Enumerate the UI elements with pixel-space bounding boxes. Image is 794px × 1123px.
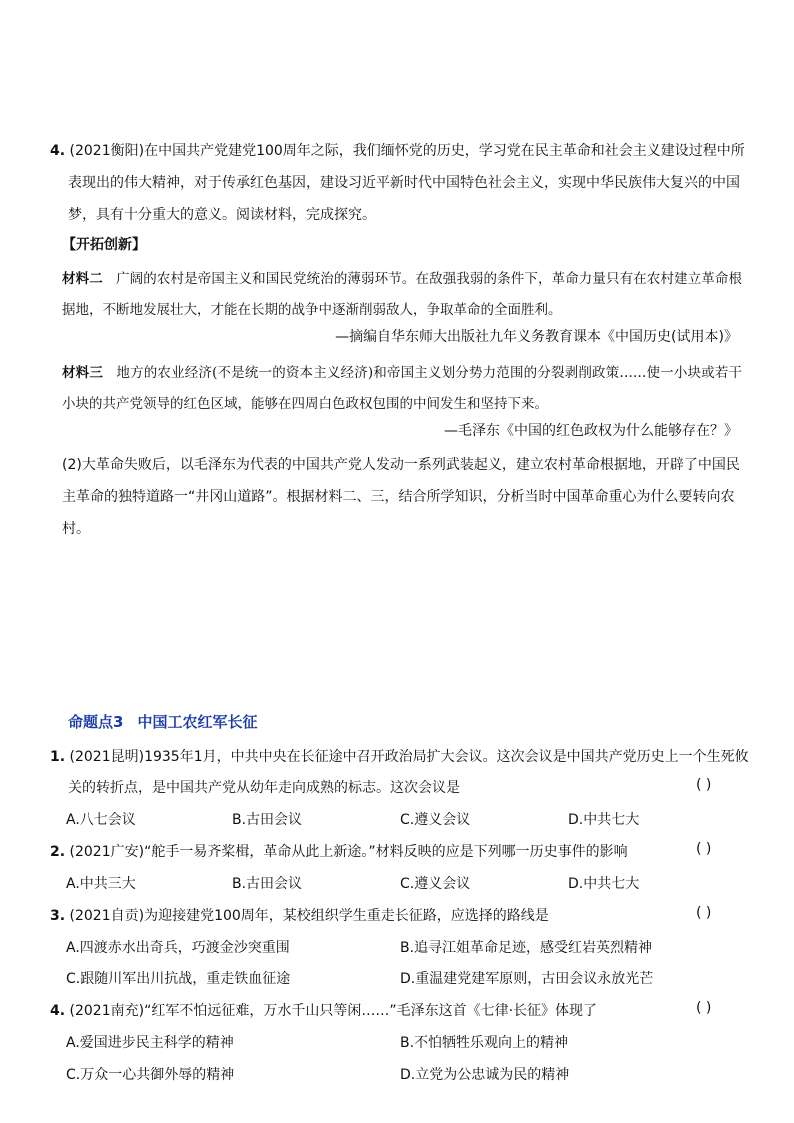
q3-option-a[interactable]: A.四渡赤水出奇兵，巧渡金沙突重围 [66, 940, 290, 956]
q2-text-1: (2021广安)“舵手一易齐桨楫，革命从此上新途。”材料反映的应是下列哪一历史事件的影响 [69, 844, 628, 860]
material-2-label: 材料二 [62, 271, 103, 287]
q3-text-1: (2021自贡)为迎接建党100周年，某校组织学生重走长征路，应选择的路线是 [69, 908, 549, 924]
q4b-option-a[interactable]: A.爱国进步民主科学的精神 [66, 1035, 234, 1051]
material-2-source: —摘编自华东师大出版社九年义务教育课本《中国历史(试用本)》 [335, 329, 738, 345]
material-2 [62, 264, 742, 326]
material-2-text: 广阔的农村是帝国主义和国民党统治的薄弱环节。在敌强我弱的条件下，革命力量只有在农村建立革命根据地，不断地发展壮大，才能在长期的战争中逐渐削弱敌人，争取革命的全面胜利。 [62, 271, 743, 318]
sub2-line-3: 村。 [62, 521, 90, 537]
material-3-source: —毛泽东《中国的红色政权为什么能够存在？》 [444, 423, 738, 439]
section-heading [68, 711, 257, 732]
q1-answer-paren[interactable]: ( ) [696, 777, 712, 793]
q2-answer-paren[interactable]: ( ) [696, 841, 712, 857]
q3-option-d[interactable]: D.重温建党建军原则，古田会议永放光芒 [400, 971, 654, 987]
q1-text-1: (2021昆明)1935年1月，中共中央在长征途中召开政治局扩大会议。这次会议是中国共产党历史上一个生死攸 [69, 749, 749, 765]
q3-option-b[interactable]: B.追寻江姐革命足迹，感受红岩英烈精神 [400, 940, 653, 956]
q1-option-d[interactable]: D.中共七大 [568, 812, 640, 828]
q4b-option-b[interactable]: B.不怕牺牲乐观向上的精神 [400, 1035, 569, 1051]
sub2-line-2: 主革命的独特道路一“井冈山道路”。根据材料二、三，结合所学知识，分析当时中国革命重心为什么要转向农 [62, 489, 735, 505]
q2-option-c[interactable]: C.遵义会议 [400, 876, 471, 892]
q1-option-b[interactable]: B.古田会议 [232, 812, 303, 828]
q2-option-d[interactable]: D.中共七大 [568, 876, 640, 892]
q3-answer-paren[interactable]: ( ) [696, 905, 712, 921]
q2-option-a[interactable]: A.中共三大 [66, 876, 136, 892]
q4b-line-1 [50, 1000, 750, 1020]
material-3-label: 材料三 [62, 365, 104, 381]
q2-number: 2. [50, 844, 66, 860]
q4b-text-1: (2021南充)“红军不怕远征难，万水千山只等闲……”毛泽东这首《七律·长征》体现了 [69, 1003, 598, 1019]
q4-line-2: 表现出的伟大精神，对于传承红色基因，建设习近平新时代中国特色社会主义，实现中华民族伟大复兴的中国 [68, 175, 740, 191]
q1-option-c[interactable]: C.遵义会议 [400, 812, 471, 828]
q1-option-a[interactable]: A.八七会议 [66, 812, 136, 828]
sub2-line-1: (2)大革命失败后，以毛泽东为代表的中国共产党人发动一系列武装起义，建立农村革命根据地，开辟了中国民 [62, 457, 740, 473]
q2-option-b[interactable]: B.古田会议 [232, 876, 303, 892]
q4-line-1 [50, 140, 750, 160]
q4-line-3: 梦，具有十分重大的意义。阅读材料，完成探究。 [68, 207, 376, 223]
material-3-text: 地方的农业经济(不是统一的资本主义经济)和帝国主义划分势力范围的分裂剥削政策……使一小块或若干小块的共产党领导的红色区域，能够在四周白色政权包围的中间发生和坚持下来。 [62, 365, 743, 412]
q1-number: 1. [50, 749, 66, 765]
section-title-text: 中国工农红军长征 [137, 713, 258, 731]
q4b-answer-paren[interactable]: ( ) [696, 1000, 712, 1016]
q4b-option-c[interactable]: C.万众一心共御外辱的精神 [66, 1067, 235, 1083]
q3-line-1 [50, 905, 750, 925]
q1-line-1 [50, 746, 750, 766]
section-label: 命题点3 [68, 713, 124, 731]
material-3 [62, 358, 742, 420]
q4b-option-d[interactable]: D.立党为公忠诚为民的精神 [400, 1067, 570, 1083]
q2-line-1 [50, 841, 750, 861]
q4-text-1: (2021衡阳)在中国共产党建党100周年之际，我们缅怀党的历史，学习党在民主革命和社会主义建设过程中所 [69, 143, 745, 159]
q3-option-c[interactable]: C.跟随川军出川抗战，重走铁血征途 [66, 971, 291, 987]
q4-number: 4. [50, 143, 66, 159]
section-tag: 【开拓创新】 [62, 237, 146, 253]
q1-line-2: 关的转折点，是中国共产党从幼年走向成熟的标志。这次会议是 [68, 780, 460, 796]
q4b-number: 4. [50, 1003, 66, 1019]
q3-number: 3. [50, 908, 66, 924]
